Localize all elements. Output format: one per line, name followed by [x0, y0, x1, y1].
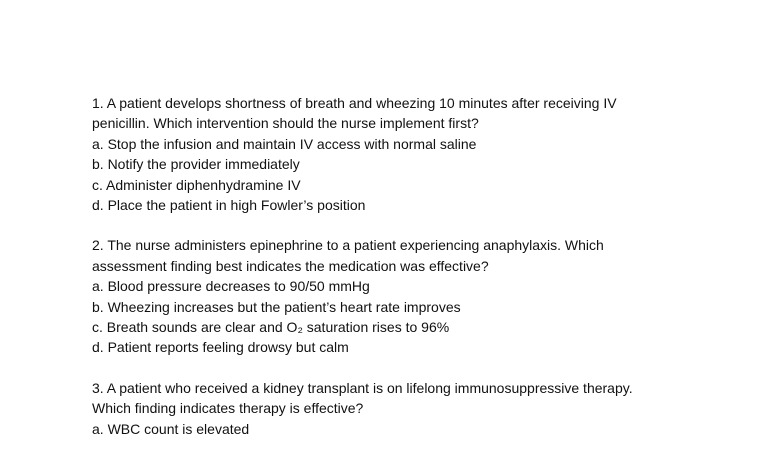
question-1-stem-line-1: 1. A patient develops shortness of breath and wheezing 10 minutes after receiving IV: [92, 95, 617, 111]
question-2-option-d: d. Patient reports feeling drowsy but calm: [92, 339, 349, 356]
question-1-stem-line-2: penicillin. Which intervention should the nurse implement first?: [92, 115, 479, 132]
question-1-option-c: c. Administer diphenhydramine IV: [92, 176, 301, 193]
question-1-option-d: d. Place the patient in high Fowler’s position: [92, 197, 366, 214]
question-1: [92, 93, 752, 215]
question-2-stem-line-2: assessment finding best indicates the medication was effective?: [92, 257, 489, 274]
question-3: [92, 378, 752, 439]
question-2-option-a: a. Blood pressure decreases to 90/50 mmHg: [92, 278, 370, 295]
question-1-option-a: a. Stop the infusion and maintain IV access with normal saline: [92, 135, 477, 152]
question-2: [92, 235, 752, 357]
document-page: [92, 93, 752, 459]
question-3-stem-line-1: 3. A patient who received a kidney transplant is on lifelong immunosuppressive therapy.: [92, 379, 633, 396]
question-3-stem-line-2: Which finding indicates therapy is effective?: [92, 400, 364, 417]
question-2-option-b: b. Wheezing increases but the patient’s heart rate improves: [92, 298, 461, 315]
question-3-option-a: a. WBC count is elevated: [92, 420, 250, 437]
question-2-option-c: c. Breath sounds are clear and O₂ saturation rises to 96%: [92, 319, 450, 336]
question-2-stem-line-1: 2. The nurse administers epinephrine to a patient experiencing anaphylaxis. Which: [92, 237, 604, 254]
question-1-option-b: b. Notify the provider immediately: [92, 156, 300, 173]
